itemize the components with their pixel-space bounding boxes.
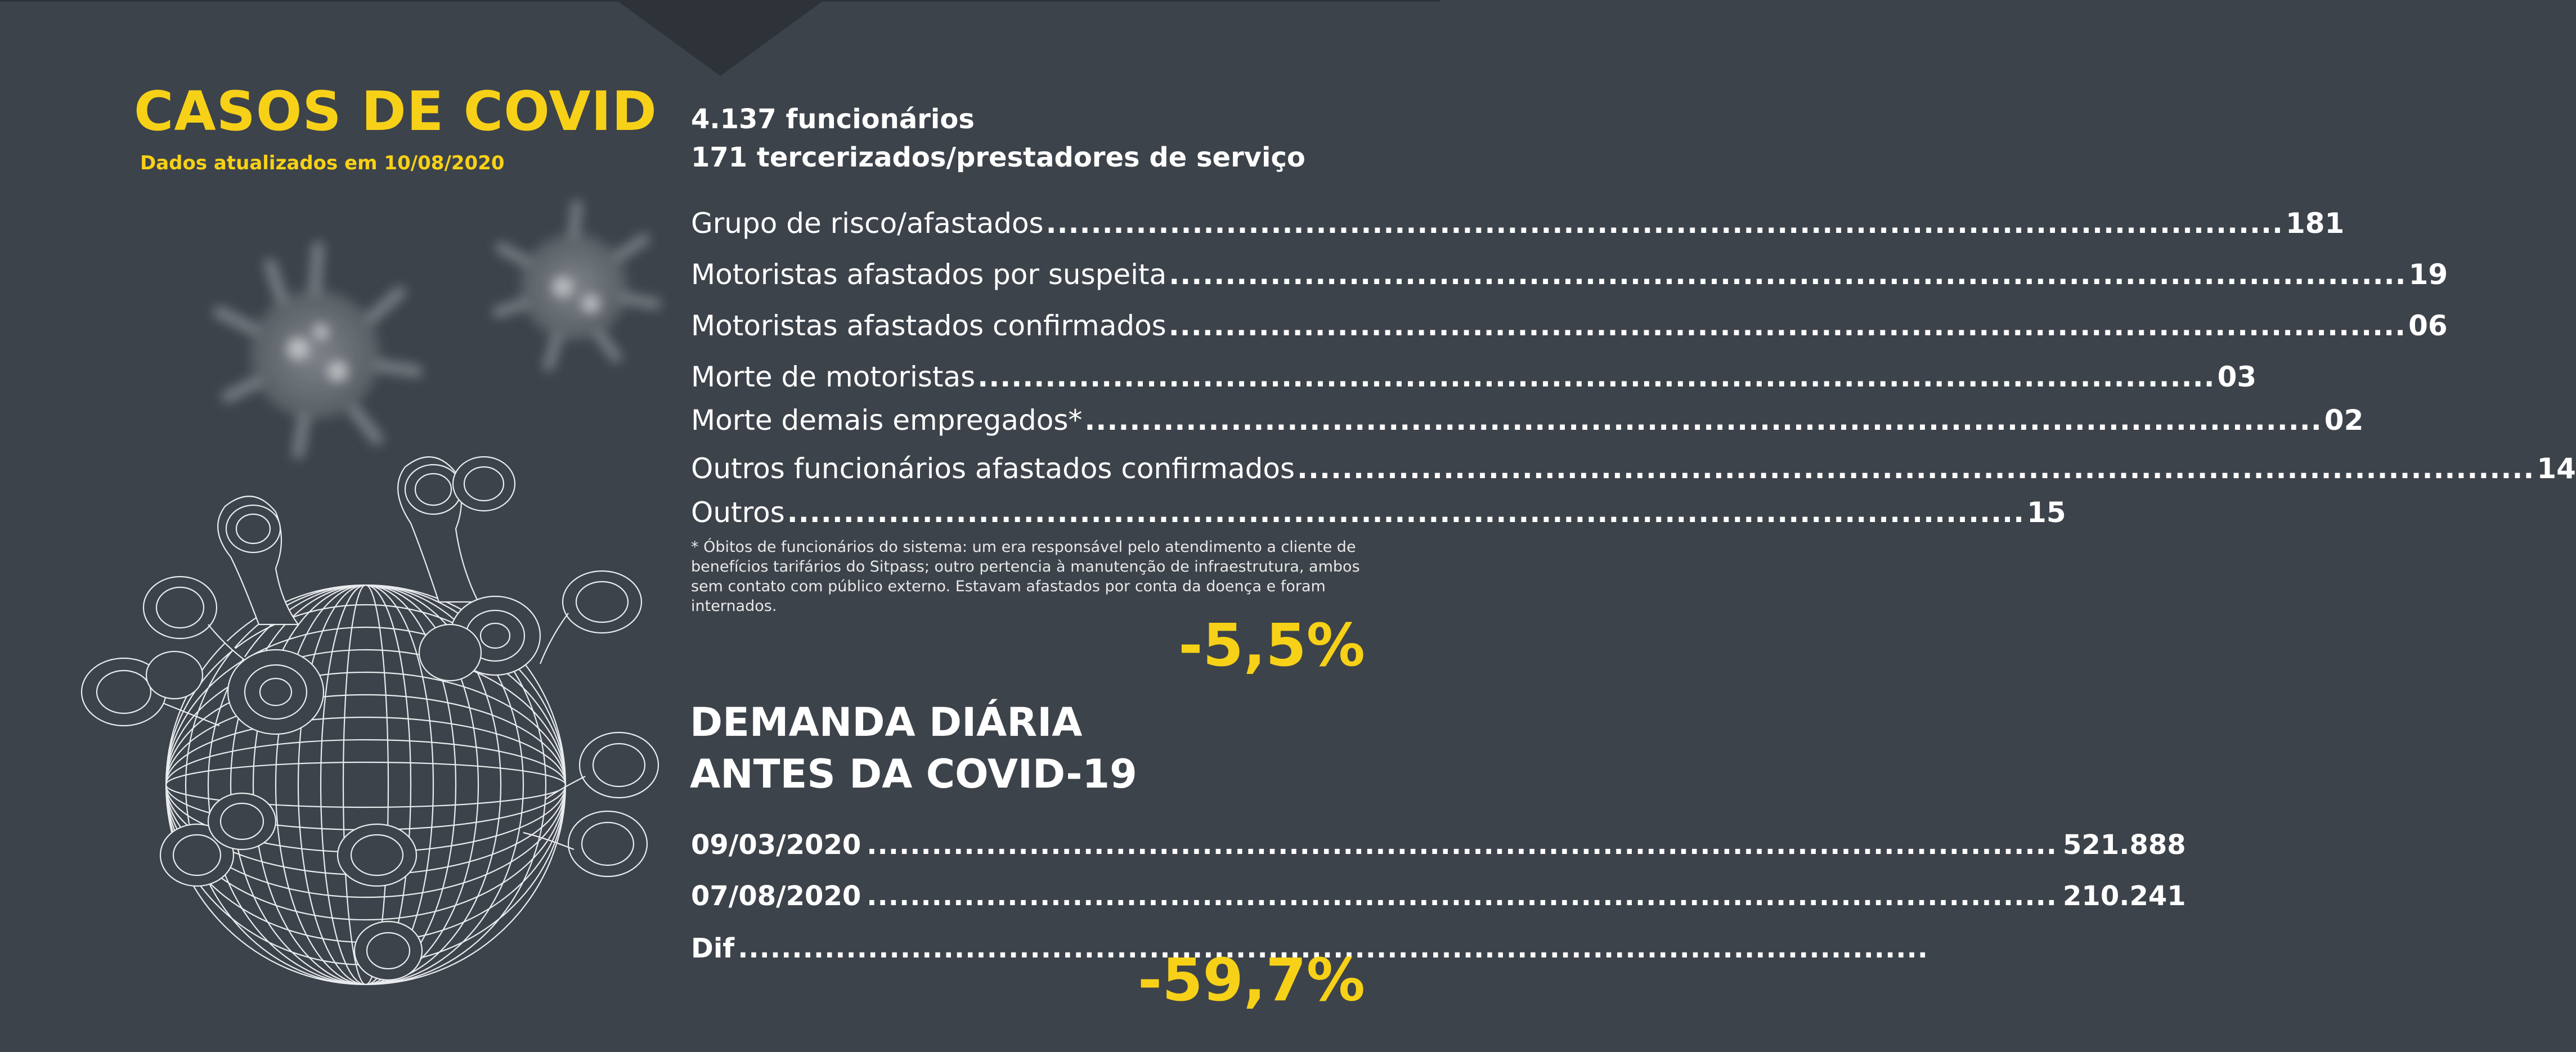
stat-row	[691, 207, 2345, 240]
leader-dots: ..............................................................................................................	[1084, 404, 2322, 437]
dif-label: Dif	[691, 933, 735, 964]
leader-dots: ..............................................................................................................	[787, 496, 2025, 529]
leader-dots: ..............................................................................................................	[977, 361, 2215, 393]
page-title: CASOS DE COVID	[134, 80, 657, 143]
leader-dots: ..............................................................................................................	[1168, 309, 2407, 342]
demand-title-line2: ANTES DA COVID-19	[690, 751, 1137, 797]
stat-row	[691, 361, 2257, 393]
top-notch-decoration	[616, 0, 824, 76]
leader-dots: ..............................................................................................................	[1045, 207, 2283, 240]
stat-row	[691, 452, 2576, 485]
stat-value: 03	[2217, 361, 2257, 393]
percent-change-dif: -59,7%	[1138, 946, 1365, 1014]
demand-row	[691, 933, 1928, 964]
demand-row	[691, 880, 2186, 912]
percent-change-top: -5,5%	[1178, 611, 1365, 680]
update-date: Dados atualizados em 10/08/2020	[140, 152, 505, 174]
demand-row	[691, 829, 2186, 861]
stat-value: 19	[2408, 258, 2448, 291]
stat-row	[691, 309, 2448, 342]
stat-label: Motoristas afastados por suspeita	[691, 258, 1167, 291]
demand-title	[690, 696, 1137, 800]
contractor-count: 171 tercerizados/prestadores de serviço	[691, 142, 1305, 173]
virus-icon	[68, 203, 686, 1001]
leader-dots: ..............................................................................................................	[1169, 258, 2407, 291]
stat-label: Motoristas afastados confirmados	[691, 309, 1166, 342]
demand-title-line1: DEMANDA DIÁRIA	[690, 699, 1083, 745]
stat-value: 15	[2027, 496, 2066, 529]
stat-value: 06	[2408, 309, 2448, 342]
demand-date: 07/08/2020	[691, 880, 861, 912]
leader-dots: ..............................................................................................................	[1297, 452, 2535, 485]
leader-dots: ..............................................................................................................	[867, 829, 2058, 861]
leader-dots: ..............................................................................................................	[738, 933, 1928, 964]
stat-row	[691, 404, 2364, 437]
footnote: * Óbitos de funcionários do sistema: um era responsável pelo atendimento a cliente de benefícios tarifários do Sitpass; outro pertencia à manutenção de infraestrutura, ambos sem contato com público externo. Estavam afastados por conta da doença e foram internados.	[691, 538, 1360, 615]
stat-label: Morte demais empregados*	[691, 404, 1083, 437]
stat-row	[691, 258, 2448, 291]
stat-value: 181	[2285, 207, 2345, 240]
demand-value: 521.888	[2063, 829, 2186, 861]
stat-value: 02	[2324, 404, 2364, 437]
stat-label: Outros funcionários afastados confirmados	[691, 452, 1295, 485]
demand-value: 210.241	[2063, 880, 2186, 912]
stat-value: 14	[2537, 452, 2576, 485]
employee-count: 4.137 funcionários	[691, 104, 975, 135]
stat-label: Morte de motoristas	[691, 361, 976, 393]
stat-row	[691, 496, 2066, 529]
stat-label: Outros	[691, 496, 785, 529]
stat-label: Grupo de risco/afastados	[691, 207, 1044, 240]
demand-date: 09/03/2020	[691, 829, 861, 861]
leader-dots: ..............................................................................................................	[867, 880, 2058, 912]
